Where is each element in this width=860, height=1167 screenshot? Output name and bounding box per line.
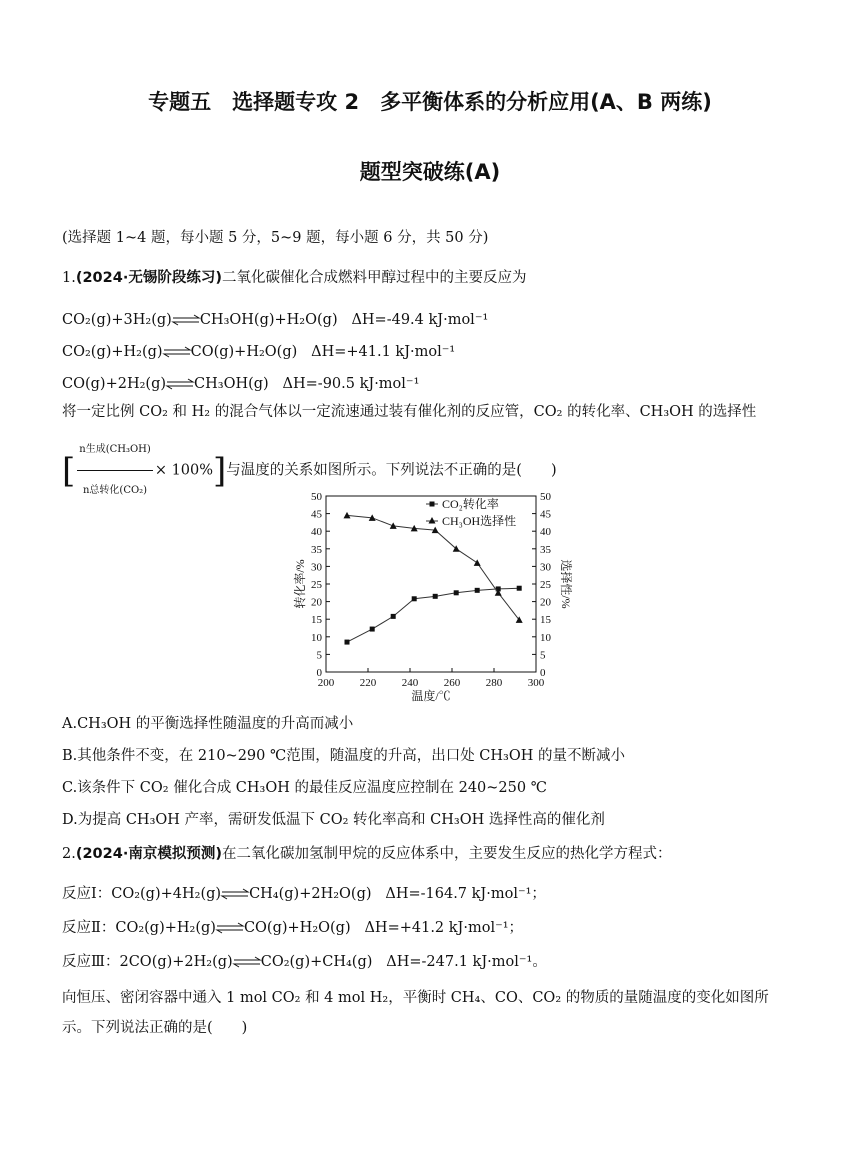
q1-reaction-3 [62,374,419,394]
data-point-square [454,590,459,595]
x-tick-label: 220 [359,677,377,689]
reaction-enthalpy: ΔH=+41.1 kJ·mol⁻¹ [311,344,456,360]
reaction-label: 反应Ⅲ： [62,954,120,970]
q2-reaction-2 [62,918,523,938]
q1-chart [290,486,573,703]
x-tick-label: 200 [317,677,335,689]
right-bracket: ] [213,450,227,491]
x-tick-label: 240 [401,677,419,689]
y-tick-label-right: 0 [540,667,546,679]
equilibrium-arrow-icon [221,889,249,899]
y-tick-label-left: 5 [316,649,322,662]
data-point-square [391,614,396,619]
reaction-right: CO(g)+H₂O(g) [243,920,351,936]
y-tick-label-right: 20 [540,596,551,609]
q2-reaction-1 [62,884,546,904]
instructions: (选择题 1~4 题，每小题 5 分，5~9 题，每小题 6 分，共 50 分) [62,230,489,246]
data-point-square [345,640,350,645]
q1-option-d: D.为提高 CH₃OH 产率，需研发低温下 CO₂ 转化率高和 CH₃OH 选择性高的催化剂 [62,812,605,828]
y-tick-label-left: 10 [311,631,322,644]
y-tick-label-left: 15 [311,614,322,627]
page-title: 专题五 选择题专攻 2 多平衡体系的分析应用(A、B 两练) [148,90,712,114]
reaction-left: CO₂(g)+4H₂(g) [111,886,222,902]
y-tick-label-left: 50 [311,491,322,503]
data-point-square [517,586,522,591]
reaction-left: CO₂(g)+3H₂(g) [62,312,172,328]
reaction-left: CO₂(g)+H₂(g) [62,344,163,360]
left-bracket: [ [62,450,76,491]
y-tick-label-right: 5 [540,649,546,662]
y-tick-label-right: 25 [540,579,551,591]
q2-reaction-3 [62,952,547,972]
y-tick-label-left: 25 [311,579,322,591]
y-tick-label-right: 45 [540,508,551,521]
reaction-left: CO₂(g)+H₂(g) [115,920,216,936]
equilibrium-arrow-icon [233,957,261,967]
x-tick-label: 280 [485,677,503,689]
y-axis-label-left: 转化率/% [293,559,307,609]
q2-desc-2: 示。下列说法正确的是( ) [62,1020,248,1036]
equilibrium-arrow-icon [163,347,191,357]
legend-label: CO₂转化率 [442,497,499,511]
data-point-square [475,588,480,593]
y-tick-label-left: 20 [311,596,322,609]
reaction-left: 2CO(g)+2H₂(g) [119,954,233,970]
q1-option-a: A.CH₃OH 的平衡选择性随温度的升高而减小 [62,716,354,732]
data-point-square [370,627,375,632]
q2-desc-1: 向恒压、密闭容器中通入 1 mol CO₂ 和 4 mol H₂，平衡时 CH₄、CO、CO₂ 的物质的量随温度的变化如图所 [62,990,769,1006]
reaction-enthalpy: ΔH=+41.2 kJ·mol⁻¹； [364,920,524,936]
reaction-enthalpy: ΔH=-49.4 kJ·mol⁻¹ [351,312,489,328]
equilibrium-arrow-icon [216,923,244,933]
q1-desc-1: 将一定比例 CO₂ 和 H₂ 的混合气体以一定流速通过装有催化剂的反应管，CO₂ 的转化率、CH₃OH 的选择性 [62,404,757,420]
y-tick-label-left: 0 [316,667,322,679]
q1-question: 与温度的关系如图所示。下列说法不正确的是( ) [226,462,557,479]
q2-source: (2024·南京模拟预测) [75,846,222,862]
y-tick-label-left: 45 [311,508,322,521]
y-axis-label-right: 选择性/% [559,559,573,609]
reaction-right: CO(g)+H₂O(g) [190,344,298,360]
q2-stem: 在二氧化碳加氢制甲烷的反应体系中，主要发生反应的热化学方程式： [221,846,672,862]
q1-source: (2024·无锡阶段练习) [75,270,222,286]
q2-stem-line [62,844,671,864]
data-point-square [433,594,438,599]
reaction-enthalpy: ΔH=-164.7 kJ·mol⁻¹； [385,886,546,902]
data-point-square [412,596,417,601]
data-point-triangle [390,522,397,529]
x-axis-label: 温度/℃ [411,689,451,703]
reaction-left: CO(g)+2H₂(g) [62,376,167,392]
q1-stem: 二氧化碳催化合成燃料甲醇过程中的主要反应为 [221,270,527,286]
data-point-triangle [474,559,481,566]
reaction-right: CH₃OH(g)+H₂O(g) [199,312,338,328]
selectivity-fraction [77,430,153,511]
reaction-enthalpy: ΔH=-90.5 kJ·mol⁻¹ [282,376,420,392]
fraction-numerator: n生成(CH₃OH) [77,430,153,471]
page-subtitle: 题型突破练(A) [359,160,501,184]
q1-stem-line [62,268,526,288]
y-tick-label-right: 50 [540,491,551,503]
legend-marker-square [430,502,435,507]
fraction-denominator: n总转化(CO₂) [82,485,148,496]
q1-reaction-2 [62,342,455,362]
equilibrium-arrow-icon [172,315,200,325]
q1-number: 1. [62,270,76,286]
legend-marker-triangle [429,517,436,524]
q1-reaction-1 [62,310,488,330]
reaction-right: CH₃OH(g) [194,376,269,392]
q2-number: 2. [62,846,76,862]
y-tick-label-left: 40 [311,526,322,539]
y-tick-label-right: 10 [540,631,551,644]
equilibrium-arrow-icon [166,379,194,389]
y-tick-label-right: 15 [540,614,551,627]
y-tick-label-right: 40 [540,526,551,539]
reaction-label: 反应Ⅰ： [62,886,112,902]
fraction-tail: × 100% [154,462,214,479]
x-tick-label: 300 [527,677,545,689]
x-tick-label: 260 [443,677,461,689]
q1-option-b: B.其他条件不变，在 210~290 ℃范围，随温度的升高，出口处 CH₃OH 的量不断减小 [62,748,626,764]
legend-label: CH₃OH选择性 [442,514,517,528]
q1-option-c: C.该条件下 CO₂ 催化合成 CH₃OH 的最佳反应温度应控制在 240~250 ℃ [62,780,547,796]
reaction-label: 反应Ⅱ： [62,920,116,936]
y-tick-label-right: 30 [540,561,551,574]
y-tick-label-right: 35 [540,543,551,556]
reaction-right: CO₂(g)+CH₄(g) [260,954,373,970]
y-tick-label-left: 30 [311,561,322,574]
y-tick-label-left: 35 [311,543,322,556]
reaction-enthalpy: ΔH=-247.1 kJ·mol⁻¹。 [386,954,547,970]
reaction-right: CH₄(g)+2H₂O(g) [249,886,372,902]
